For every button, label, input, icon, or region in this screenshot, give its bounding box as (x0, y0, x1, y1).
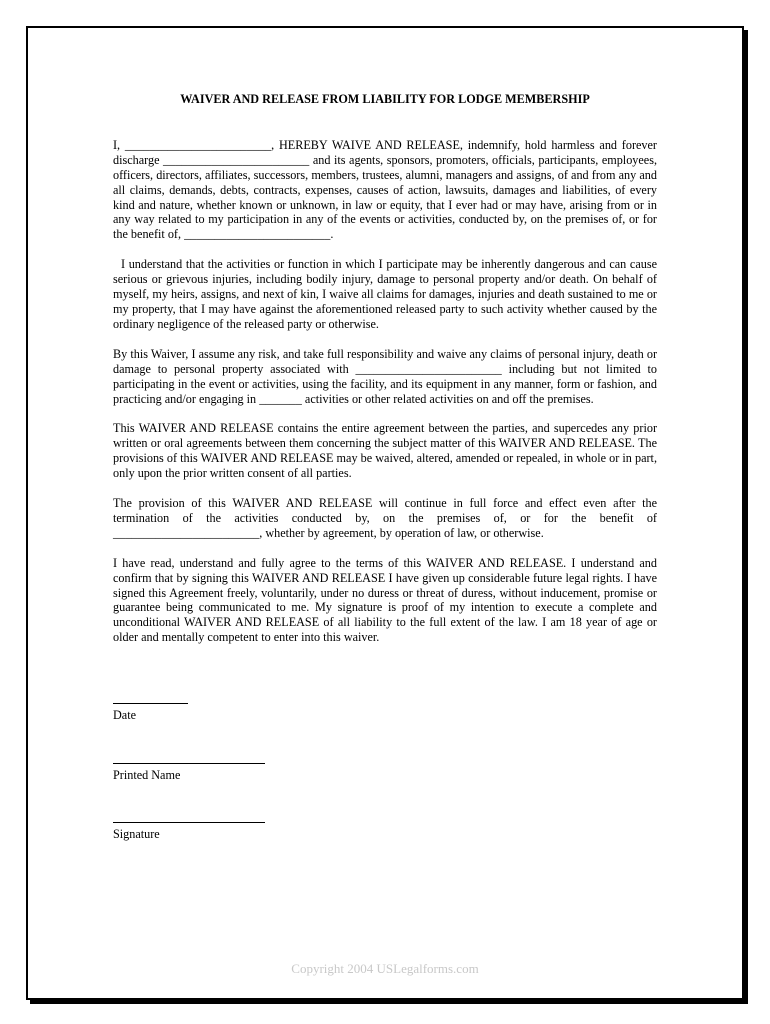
copyright-footer: Copyright 2004 USLegalforms.com (291, 961, 479, 976)
printed-name-label: Printed Name (113, 768, 181, 782)
document-body (113, 92, 657, 660)
paragraph-entire-agreement: This WAIVER AND RELEASE contains the entire agreement between the parties, and supercedes any prior written or oral agreements between them concerning the subject matter of this WAIVER AND RELEASE. The provisions of this WAIVER AND RELEASE may be waived, altered, amended or repealed, in whole or in part, only upon the prior written consent of all parties. (113, 421, 657, 481)
paragraph-acknowledgement: I have read, understand and fully agree to the terms of this WAIVER AND RELEASE. I understand and confirm that by signing this WAIVER AND RELEASE I have given up considerable future legal rights. I have signed this Agreement freely, voluntarily, under no duress or threat of duress, without inducement, promise or guarantee being communicated to me. My signature is proof of my intention to execute a complete and unconditional WAIVER AND RELEASE of all liability to the full extent of the law. I am 18 year of age or older and mentally competent to enter into this waiver. (113, 555, 657, 645)
paragraph-risk-acknowledgement: I understand that the activities or function in which I participate may be inherently dangerous and can cause serious or grievous injuries, including bodily injury, damage to personal property and/or death. On behalf of myself, my heirs, assigns, and next of kin, I waive all claims for damages, injuries and death sustained to me or my property, that I may have against the aforementioned released party to such activity whether caused by the ordinary negligence of the released party or otherwise. (113, 257, 657, 331)
paragraph-continuation: The provision of this WAIVER AND RELEASE will continue in full force and effect even after the termination of the activities conducted by, on the premises of, or for the benefit of ________________________, whether by agreement, by operation of law, or otherwise. (113, 496, 657, 540)
signature-field (113, 822, 265, 842)
date-line[interactable] (113, 703, 188, 704)
signature-line[interactable] (113, 822, 265, 823)
date-label: Date (113, 708, 137, 722)
printed-name-line[interactable] (113, 763, 265, 764)
paragraph-assumption-of-risk: By this Waiver, I assume any risk, and take full responsibility and waive any claims of personal injury, death or damage to personal property associated with ________________________ including but not limited to participating in the event or activities, using the facility, and its equipment in any manner, form or fashion, and practicing and/or engaging in _______ activities or other related activities on and off the premises. (113, 346, 657, 406)
signature-label: Signature (113, 827, 160, 841)
document-title: WAIVER AND RELEASE FROM LIABILITY FOR LODGE MEMBERSHIP (180, 92, 590, 106)
printed-name-field (113, 763, 265, 783)
paragraph-release: I, ________________________, HEREBY WAIVE AND RELEASE, indemnify, hold harmless and forever discharge ________________________ and its agents, sponsors, promoters, officials, participants, employees, officers, directors, affiliates, successors, members, trustees, alumni, managers and assigns, of and from any and all claims, demands, debts, contracts, expenses, causes of action, lawsuits, damages and liabilities, of every kind and nature, whether known or unknown, in law or equity, that I ever had or may have, arising from or in any way related to my participation in any of the events or activities, conducted by, on the premises of, or for the benefit of, ________________________. (113, 137, 657, 242)
date-field (113, 703, 188, 723)
